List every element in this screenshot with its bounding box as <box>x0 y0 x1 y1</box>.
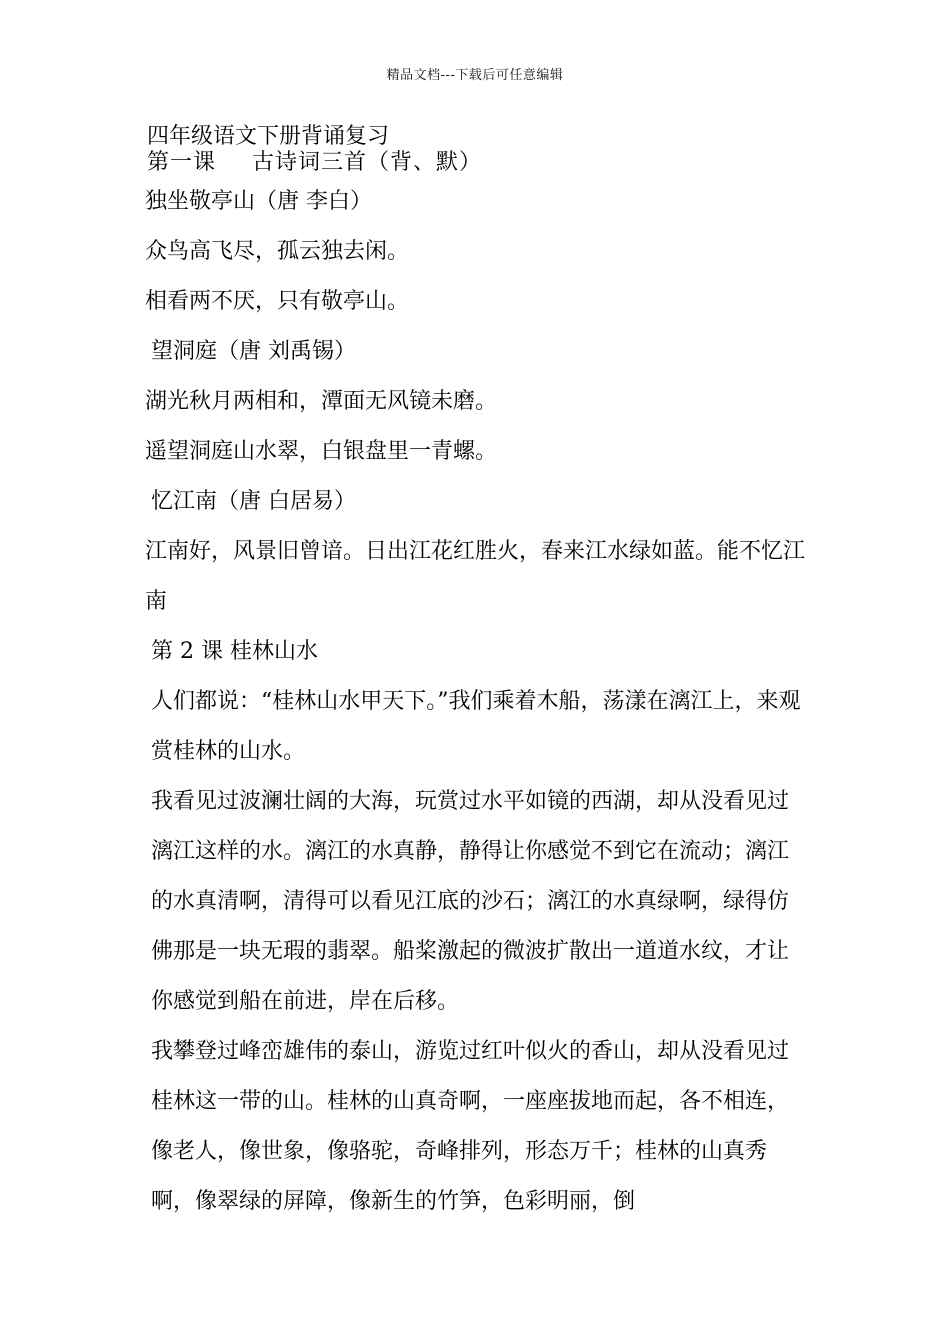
lesson1-label: 第一课 <box>147 150 217 175</box>
lesson1-heading <box>147 150 482 176</box>
poem1-line1: 众鸟高飞尽，孤云独去闲。 <box>145 239 410 264</box>
document-title: 四年级语文下册背诵复习 <box>147 124 390 149</box>
poem2-title: 望洞庭（唐 刘禹锡） <box>151 339 356 364</box>
poem2-line2: 遥望洞庭山水翠，白银盘里一青螺。 <box>145 439 498 464</box>
title-block <box>147 124 482 176</box>
lesson2-title: 第 2 课 桂林山水 <box>151 639 318 664</box>
poem1-line2: 相看两不厌，只有敬亭山。 <box>145 289 410 314</box>
lesson2-paragraph: 我攀登过峰峦雄伟的泰山，游览过红叶似火的香山，却从没看见过桂林这一带的山。桂林的山真奇啊，一座座拔地而起，各不相连，像老人，像世象，像骆驼，奇峰排列，形态万千；桂林的山真秀啊，像翠绿的屏障，像新生的竹笋，色彩明丽，倒 <box>151 1039 790 1214</box>
lesson1-title: 古诗词三首（背、默） <box>252 150 483 175</box>
poem3-text: 江南好，风景旧曾谙。日出江花红胜火，春来江水绿如蓝。能不忆江南 <box>145 539 806 614</box>
lesson2-paragraph: 人们都说：“桂林山水甲天下。”我们乘着木船，荡漾在漓江上，来观赏桂林的山水。 <box>151 689 801 764</box>
poem2-line1: 湖光秋月两相和，潭面无风镜未磨。 <box>145 389 498 414</box>
lesson2-paragraph: 我看见过波澜壮阔的大海，玩赏过水平如镜的西湖，却从没看见过漓江这样的水。漓江的水真静，静得让你感觉不到它在流动；漓江的水真清啊，清得可以看见江底的沙石；漓江的水真绿啊，绿得仿佛那是一块无瑕的翡翠。船桨激起的微波扩散出一道道水纹，才让你感觉到船在前进，岸在后移。 <box>151 789 790 1014</box>
poem3-title: 忆江南（唐 白居易） <box>151 489 356 514</box>
page-header: 精品文档---下载后可任意编辑 <box>386 68 564 83</box>
document-body <box>145 177 805 1227</box>
poem1-title: 独坐敬亭山（唐 李白） <box>145 189 372 214</box>
